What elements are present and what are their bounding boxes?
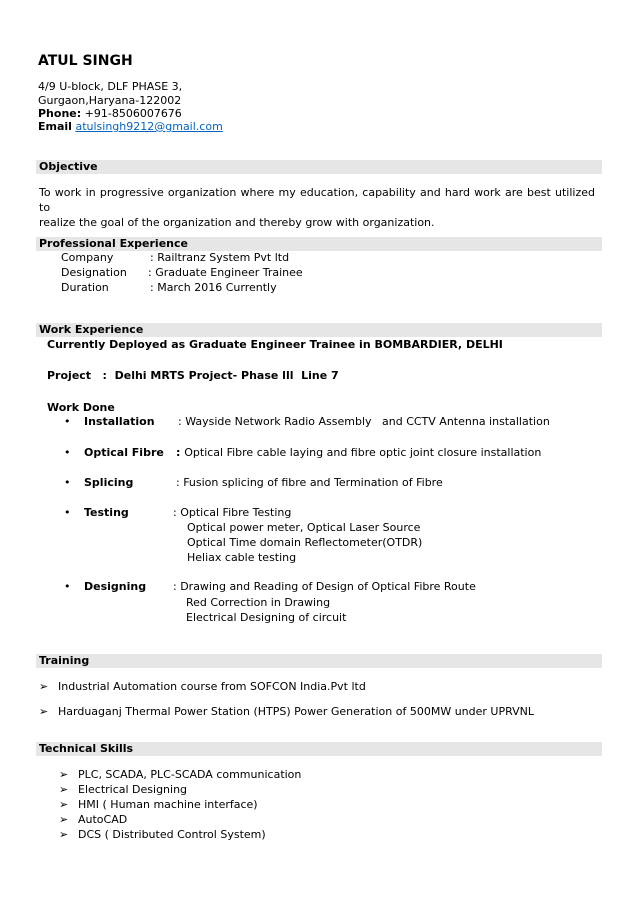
objective-heading: Objective xyxy=(36,160,602,174)
professional-heading: Professional Experience xyxy=(36,237,602,251)
training-heading: Training xyxy=(36,654,602,668)
prof-designation-value: : Graduate Engineer Trainee xyxy=(148,266,303,279)
work-item-detail: : Wayside Network Radio Assembly and CCTV Antenna installation xyxy=(178,415,550,428)
deployment-statement: Currently Deployed as Graduate Engineer Trainee in BOMBARDIER, DELHI xyxy=(47,338,503,351)
work-item-title: Testing xyxy=(84,506,129,519)
objective-line-2: realize the goal of the organization and thereby grow with organization. xyxy=(39,216,435,229)
address-line-2: Gurgaon,Haryana-122002 xyxy=(38,94,182,107)
work-item-title: Designing xyxy=(84,580,147,593)
phone-line xyxy=(38,107,182,121)
work-item-title: Installation xyxy=(84,415,155,428)
work-item-detail: Optical Fibre cable laying and fibre optic joint closure installation xyxy=(184,446,542,459)
email-line xyxy=(38,120,223,134)
email-label: Email xyxy=(38,120,72,133)
prof-company-value: : Railtranz System Pvt ltd xyxy=(150,251,290,264)
work-item-detail: Optical power meter, Optical Laser Source xyxy=(187,521,421,534)
skills-heading: Technical Skills xyxy=(36,742,602,756)
bullet-icon: • xyxy=(64,415,71,428)
prof-designation-label: Designation xyxy=(61,266,127,279)
phone-value: +91-8506007676 xyxy=(84,107,182,120)
arrow-bullet-icon: ➢ xyxy=(39,705,49,718)
objective-line-1: To work in progressive organization where my education, capability and hard work are best utilized to xyxy=(39,186,595,214)
bullet-icon: • xyxy=(64,506,71,519)
bullet-icon: • xyxy=(64,446,71,459)
bullet-icon: • xyxy=(64,580,71,593)
skill-item: Electrical Designing xyxy=(78,783,188,796)
arrow-bullet-icon: ➢ xyxy=(59,813,69,826)
phone-label: Phone: xyxy=(38,107,82,120)
work-heading: Work Experience xyxy=(36,323,602,337)
work-item-detail: : Drawing and Reading of Design of Optical Fibre Route xyxy=(173,580,476,593)
work-item-detail: Red Correction in Drawing xyxy=(186,596,331,609)
prof-duration-value: : March 2016 Currently xyxy=(150,281,277,294)
training-item: Harduaganj Thermal Power Station (HTPS) Power Generation of 500MW under UPRVNL xyxy=(58,705,535,718)
work-item-title: Optical Fibre xyxy=(84,446,164,459)
arrow-bullet-icon: ➢ xyxy=(59,768,69,781)
arrow-bullet-icon: ➢ xyxy=(59,798,69,811)
email-link[interactable]: atulsingh9212@gmail.com xyxy=(75,120,223,133)
work-item-title: Splicing xyxy=(84,476,134,489)
skill-item: AutoCAD xyxy=(78,813,128,826)
skill-item: HMI ( Human machine interface) xyxy=(78,798,258,811)
work-item-detail: Electrical Designing of circuit xyxy=(186,611,347,624)
arrow-bullet-icon: ➢ xyxy=(59,783,69,796)
training-item: Industrial Automation course from SOFCON India.Pvt ltd xyxy=(58,680,366,693)
prof-company-label: Company xyxy=(61,251,114,264)
project-line: Project : Delhi MRTS Project- Phase lll Line 7 xyxy=(47,369,339,382)
work-item-detail-row: : Optical Fibre cable laying and fibre optic joint closure installation xyxy=(176,446,542,459)
candidate-name: ATUL SINGH xyxy=(38,53,133,69)
arrow-bullet-icon: ➢ xyxy=(59,828,69,841)
work-item-detail: Heliax cable testing xyxy=(187,551,297,564)
objective-text xyxy=(39,185,595,230)
work-item-detail: : Fusion splicing of fibre and Termination of Fibre xyxy=(176,476,443,489)
work-done-heading: Work Done xyxy=(47,401,115,414)
work-item-detail: : Optical Fibre Testing xyxy=(173,506,292,519)
address-line-1: 4/9 U-block, DLF PHASE 3, xyxy=(38,80,183,93)
arrow-bullet-icon: ➢ xyxy=(39,680,49,693)
skill-item: PLC, SCADA, PLC-SCADA communication xyxy=(78,768,302,781)
skill-item: DCS ( Distributed Control System) xyxy=(78,828,266,841)
work-item-detail: Optical Time domain Reflectometer(OTDR) xyxy=(187,536,423,549)
bullet-icon: • xyxy=(64,476,71,489)
prof-duration-label: Duration xyxy=(61,281,109,294)
